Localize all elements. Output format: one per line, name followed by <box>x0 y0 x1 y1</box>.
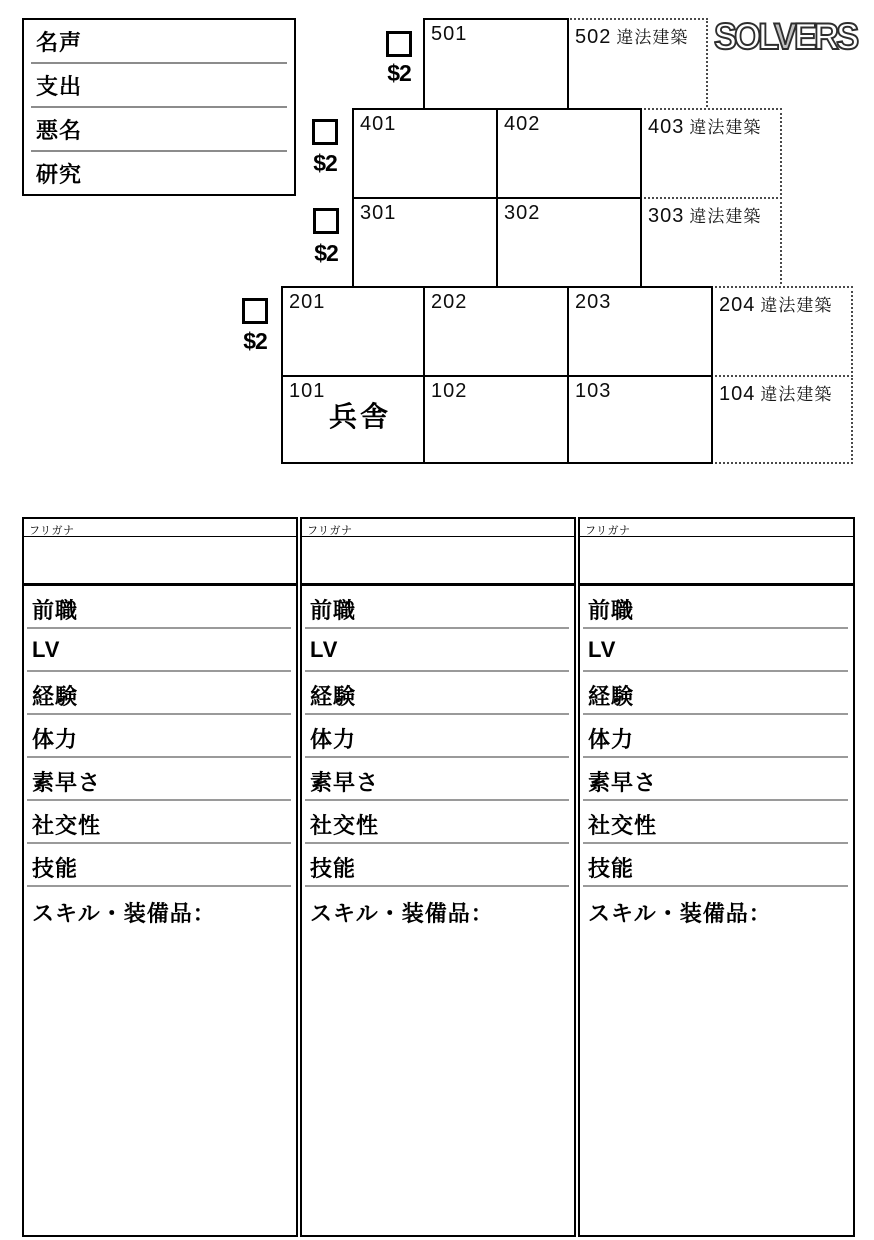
building-cell-203[interactable] <box>567 286 713 377</box>
field-row-prev-job[interactable] <box>27 586 291 629</box>
building-cell-501[interactable] <box>423 18 569 110</box>
furigana-label: フリガナ <box>585 525 631 537</box>
skill-label: 技能 <box>32 856 79 881</box>
sociability-label: 社交性 <box>588 813 658 838</box>
field-row-prev-job[interactable] <box>583 586 848 629</box>
stamina-label: 体力 <box>32 727 79 752</box>
building-cell-502-illegal[interactable] <box>567 18 708 110</box>
member-card-2 <box>300 517 576 1237</box>
cell-number: 102 <box>431 380 468 402</box>
building-cell-402[interactable] <box>496 108 642 199</box>
field-row-speed[interactable] <box>583 758 848 801</box>
barracks-label: 兵舎 <box>329 401 392 432</box>
field-row-speed[interactable] <box>27 758 291 801</box>
skills-equipment-area[interactable] <box>24 887 296 928</box>
exp-label: 経験 <box>32 684 79 709</box>
field-row-sociability[interactable] <box>583 801 848 844</box>
prev-job-label: 前職 <box>310 598 357 623</box>
illegal-building-label: 違法建築 <box>760 385 833 404</box>
stamina-label: 体力 <box>588 727 635 752</box>
furigana-row <box>580 519 853 537</box>
name-field[interactable] <box>24 537 296 583</box>
field-row-sociability[interactable] <box>27 801 291 844</box>
skill-label: 技能 <box>588 856 635 881</box>
building-cell-401[interactable] <box>352 108 498 199</box>
research-label: 研究 <box>36 161 83 187</box>
furigana-label: フリガナ <box>29 525 75 537</box>
expenses-label: 支出 <box>36 73 83 99</box>
field-row-exp[interactable] <box>27 672 291 715</box>
name-field[interactable] <box>302 537 574 583</box>
sociability-label: 社交性 <box>310 813 380 838</box>
build-cost-checkbox-row4[interactable] <box>312 119 338 145</box>
cell-number: 104 <box>719 383 756 405</box>
member-card-1 <box>22 517 298 1237</box>
cell-number: 203 <box>575 291 612 313</box>
building-cell-303-illegal[interactable] <box>640 197 782 288</box>
building-cell-403-illegal[interactable] <box>640 108 782 199</box>
building-cell-101-barracks[interactable] <box>281 375 425 464</box>
cell-number: 303 <box>648 205 685 227</box>
speed-label: 素早さ <box>32 770 102 795</box>
build-cost-label-row3: $2 <box>314 240 338 266</box>
fields <box>24 583 296 928</box>
lv-label: LV <box>588 637 617 662</box>
field-row-stamina[interactable] <box>27 715 291 758</box>
build-cost-label-row2: $2 <box>243 328 267 354</box>
prev-job-label: 前職 <box>32 598 79 623</box>
stats-row-research[interactable] <box>31 152 287 194</box>
cell-number: 402 <box>504 113 541 135</box>
solvers-logo <box>714 16 857 60</box>
field-row-skill[interactable] <box>305 844 569 887</box>
skills-equipment-label: スキル・装備品： <box>588 901 772 926</box>
field-row-skill[interactable] <box>583 844 848 887</box>
skills-equipment-area[interactable] <box>302 887 574 928</box>
building-cell-103[interactable] <box>567 375 713 464</box>
field-row-stamina[interactable] <box>305 715 569 758</box>
build-cost-label-row4: $2 <box>313 150 337 176</box>
building-cell-302[interactable] <box>496 197 642 288</box>
lv-label: LV <box>32 637 61 662</box>
building-cell-204-illegal[interactable] <box>711 286 853 377</box>
building-cell-301[interactable] <box>352 197 498 288</box>
cell-number: 301 <box>360 202 397 224</box>
field-row-sociability[interactable] <box>305 801 569 844</box>
skills-equipment-label: スキル・装備品： <box>32 901 216 926</box>
illegal-building-label: 違法建築 <box>760 296 833 315</box>
logo-text-left: SOL <box>714 16 774 57</box>
cell-number: 204 <box>719 294 756 316</box>
cell-number: 103 <box>575 380 612 402</box>
build-cost-label-row5: $2 <box>387 60 411 86</box>
build-cost-checkbox-row5[interactable] <box>386 31 412 57</box>
speed-label: 素早さ <box>588 770 658 795</box>
field-row-exp[interactable] <box>583 672 848 715</box>
illegal-building-label: 違法建築 <box>689 207 762 226</box>
cell-number: 202 <box>431 291 468 313</box>
field-row-stamina[interactable] <box>583 715 848 758</box>
building-cell-202[interactable] <box>423 286 569 377</box>
skills-equipment-label: スキル・装備品： <box>310 901 494 926</box>
logo-text-v: V <box>773 16 794 57</box>
member-card-3 <box>578 517 855 1237</box>
furigana-row <box>24 519 296 537</box>
infamy-label: 悪名 <box>36 117 83 143</box>
fame-label: 名声 <box>36 29 83 55</box>
cell-number: 501 <box>431 23 468 45</box>
prev-job-label: 前職 <box>588 598 635 623</box>
sociability-label: 社交性 <box>32 813 102 838</box>
field-row-exp[interactable] <box>305 672 569 715</box>
cell-number: 201 <box>289 291 326 313</box>
lv-label: LV <box>310 637 339 662</box>
building-cell-104-illegal[interactable] <box>711 375 853 464</box>
cell-number: 302 <box>504 202 541 224</box>
skill-label: 技能 <box>310 856 357 881</box>
furigana-row <box>302 519 574 537</box>
skills-equipment-area[interactable] <box>580 887 853 928</box>
speed-label: 素早さ <box>310 770 380 795</box>
illegal-building-label: 違法建築 <box>616 28 689 47</box>
logo-text-right: ERS <box>793 16 857 57</box>
field-row-lv[interactable] <box>305 629 569 672</box>
build-cost-checkbox-row2[interactable] <box>242 298 268 324</box>
cell-number: 101 <box>289 380 326 402</box>
field-row-lv[interactable] <box>583 629 848 672</box>
cell-number: 502 <box>575 26 612 48</box>
building-cell-102[interactable] <box>423 375 569 464</box>
cell-number: 403 <box>648 116 685 138</box>
name-field[interactable] <box>580 537 853 583</box>
build-cost-checkbox-row3[interactable] <box>313 208 339 234</box>
exp-label: 経験 <box>310 684 357 709</box>
field-row-skill[interactable] <box>27 844 291 887</box>
stats-row-expenses[interactable] <box>31 64 287 108</box>
furigana-label: フリガナ <box>307 525 353 537</box>
field-row-speed[interactable] <box>305 758 569 801</box>
field-row-lv[interactable] <box>27 629 291 672</box>
field-row-prev-job[interactable] <box>305 586 569 629</box>
stats-panel <box>22 18 296 196</box>
stats-row-fame[interactable] <box>31 20 287 64</box>
fields <box>580 583 853 928</box>
exp-label: 経験 <box>588 684 635 709</box>
stamina-label: 体力 <box>310 727 357 752</box>
illegal-building-label: 違法建築 <box>689 118 762 137</box>
stats-row-infamy[interactable] <box>31 108 287 152</box>
fields <box>302 583 574 928</box>
cell-number: 401 <box>360 113 397 135</box>
building-cell-201[interactable] <box>281 286 425 377</box>
